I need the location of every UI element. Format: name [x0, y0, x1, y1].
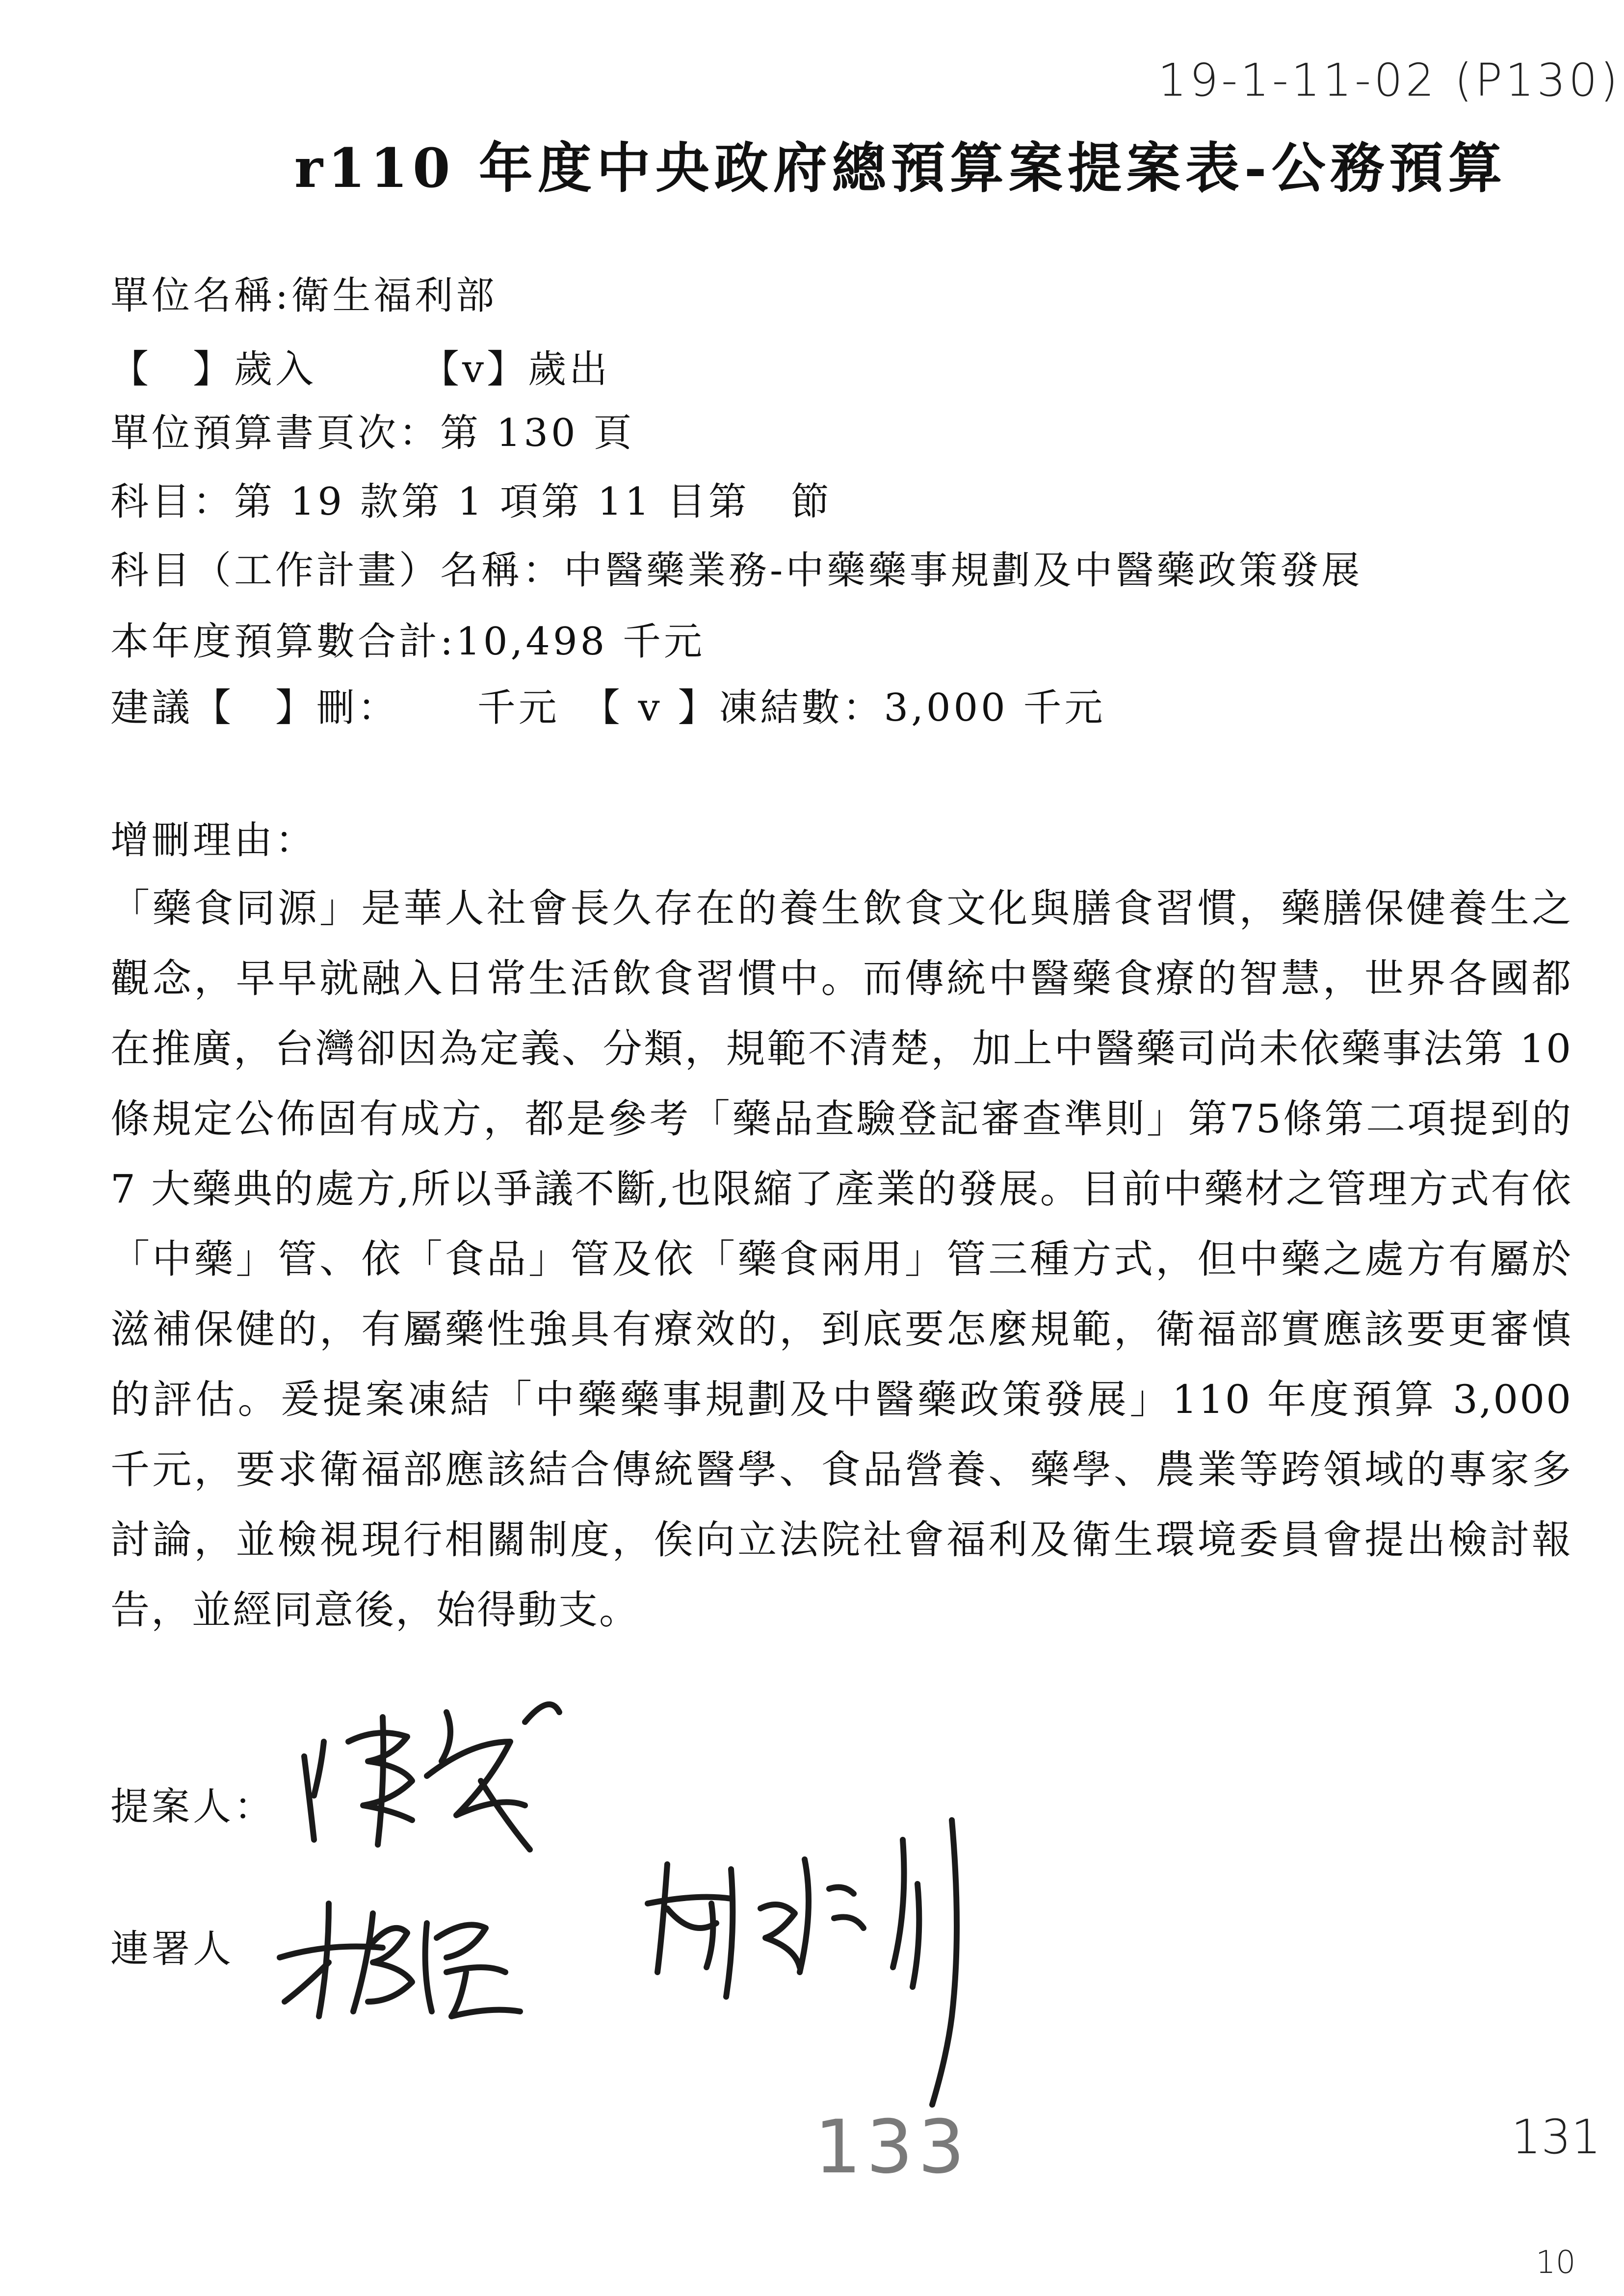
corner-page-annotation: 131 — [1511, 2110, 1601, 2165]
budget-book-page: 單位預算書頁次：第 130 頁 — [110, 411, 635, 455]
reason-heading: 增刪理由： — [110, 818, 317, 862]
unit-name: 單位名稱:衛生福利部 — [110, 274, 498, 318]
proposal-freeze: 建議【 】刪： 千元 【 v 】凍結數：3,000 千元 — [110, 686, 1106, 730]
reference-code-annotation: 19-1-11-02 (P130) — [1158, 54, 1621, 106]
budget-account: 科目：第 19 款第 1 項第 11 目第 節 — [110, 480, 832, 524]
proposer-signature — [294, 1683, 569, 1859]
page-number: 133 — [814, 2105, 970, 2190]
total-budget: 本年度預算數合計:10,498 千元 — [110, 620, 705, 664]
corner-small-annotation: 10 — [1536, 2244, 1576, 2281]
cosigner-signature-1 — [275, 1889, 530, 2026]
reason-body: 「藥食同源」是華人社會長久存在的養生飲食文化與膳食習慣，藥膳保健養生之觀念，早早就融入日常生活飲食習慣中。而傳統中醫藥食療的智慧，世界各國都在推廣，台灣卻因為定義、分類，規範不清楚，加上中醫藥司尚未依藥事法第 10 條規定公佈固有成方，都是參考「藥品查驗登記審查準則」第75條第二項提到的 7 大藥典的處方,所以爭議不斷,也限縮了產業的發展。目前中藥材之管理方式有依「中藥」管、依「食品」管及依「藥食兩用」管三種方式，但中藥之處方有屬於滋補保健的，有屬藥性強具有療效的，到底要怎麼規範，衛福部實應該要更審慎的評估。爰提案凍結「中藥藥事規劃及中醫藥政策發展」110 年度預算 3,000 千元，要求衛福部應該結合傳統醫學、食品營養、藥學、農業等跨領域的專家多討論，並檢視現行相關制度，俟向立法院社會福利及衛生環境委員會提出檢討報告，並經同意後，始得動支。 — [110, 886, 1572, 1633]
page-title: r110 年度中央政府總預算案提案表-公務預算 — [294, 136, 1507, 200]
program-name: 科目（工作計畫）名稱：中醫藥業務-中藥藥事規劃及中醫藥政策發展 — [110, 548, 1363, 593]
proposer-label: 提案人： — [110, 1785, 276, 1829]
cosigner-label: 連署人 — [110, 1927, 235, 1971]
cosigner-signature-2 — [638, 1810, 991, 2114]
revenue-expenditure-selection: 【 】歲入 【v】歲出 — [110, 347, 611, 391]
